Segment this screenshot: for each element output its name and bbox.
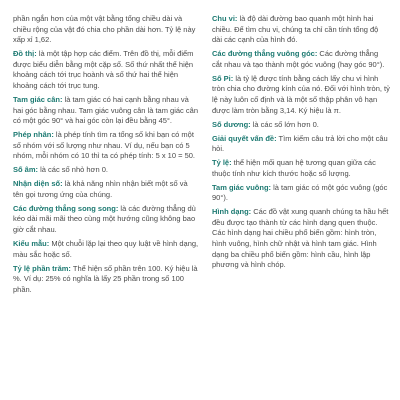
glossary-definition: là tỷ lệ được tính bằng cách lấy chu vi hình tròn chia cho đường kính của nó. Đối với hình tròn, tỷ lệ này luôn cố định và là một số thập phân vô hạn được làm tròn bằng 3,14. Ký hiệu là π. xyxy=(212,73,390,115)
glossary-entry xyxy=(212,14,390,46)
glossary-term: Chu vi: xyxy=(212,14,238,23)
glossary-entry xyxy=(13,130,199,162)
glossary-entry xyxy=(212,158,390,179)
glossary-definition: là độ dài đường bao quanh một hình hai chiều. Để tìm chu vi, chúng ta chỉ cần tính tổng độ dài các cạnh của hình đó. xyxy=(212,14,379,45)
glossary-definition: là các đường thẳng dù kéo dài mãi mãi theo cùng một hướng cũng không bao giờ cắt nhau. xyxy=(13,203,196,235)
glossary-definition: là phép tính tìm ra tổng số khi bạn có một số nhóm với số lượng như nhau. Ví dụ, nếu bạn có 5 nhóm, mỗi nhóm có 10 thì ta có phép tính: 5 x 10 = 50. xyxy=(13,130,195,161)
glossary-definition: Tìm kiếm câu trả lời cho một câu hỏi. xyxy=(212,133,388,154)
glossary-term: Số âm: xyxy=(13,165,39,175)
glossary-definition: Một chuỗi lặp lại theo quy luật về hình dạng, màu sắc hoặc số. xyxy=(13,239,199,259)
glossary-definition: thể hiện mối quan hệ tương quan giữa các thuộc tính như kích thước hoặc số lượng. xyxy=(212,158,376,178)
glossary-left-column xyxy=(13,14,199,299)
glossary-definition: là một tập hợp các điểm. Trên đồ thị, mỗi điểm được biểu diễn bằng một cặp số. Số thứ nhất thể hiện khoảng cách tới trục hoành và số thứ hai thể hiện khoảng cách tới trục tung. xyxy=(13,49,194,90)
glossary-entry xyxy=(13,49,199,91)
glossary-term: Số dương: xyxy=(212,119,251,129)
glossary-entry xyxy=(212,134,390,155)
glossary-definition: Các đồ vật xung quanh chúng ta hầu hết đều được tạo thành từ các hình dạng quen thuộc. Các hình dạng hai chiều phổ biến gồm: hình tròn, hình vuông, hình chữ nhật và hình tam giác. Hình dạng ba chiều phổ biến gồm: hình cầu, hình lập phương và hình chóp. xyxy=(212,207,389,270)
glossary-entry xyxy=(13,165,199,176)
glossary-definition: Thể hiện số phần trên 100. Ký hiệu là %. Ví dụ: 25% có nghĩa là lấy 25 phần trong số 100 phần. xyxy=(13,263,198,294)
glossary-term: Tỷ lệ phần trăm: xyxy=(13,263,71,273)
glossary-term: Hình dạng: xyxy=(212,207,252,217)
glossary-entry xyxy=(13,204,199,236)
glossary-entry xyxy=(13,179,199,200)
glossary-term: Số Pi: xyxy=(212,73,234,83)
glossary-entry xyxy=(212,207,390,271)
glossary-definition: là tam giác có một góc vuông (góc 90°). xyxy=(212,182,388,203)
glossary-term: Các đường thẳng song song: xyxy=(13,203,119,213)
glossary-term: Nhận diện số: xyxy=(13,179,63,189)
glossary-entry xyxy=(13,95,199,127)
glossary-term: Tam giác vuông: xyxy=(212,182,272,192)
glossary-entry xyxy=(212,74,390,116)
glossary-term: Các đường thẳng vuông góc: xyxy=(212,49,318,59)
glossary-entry xyxy=(13,264,199,296)
glossary-definition: là các số lớn hơn 0. xyxy=(250,119,319,129)
glossary-entry xyxy=(212,120,390,131)
glossary-definition: là các số nhỏ hơn 0. xyxy=(38,165,108,175)
glossary-right-column xyxy=(212,14,390,274)
glossary-entry xyxy=(212,49,390,70)
glossary-entry xyxy=(212,183,390,204)
glossary-term: Giải quyết vấn đề: xyxy=(212,133,277,143)
glossary-definition: là tam giác có hai cạnh bằng nhau và hai góc bằng nhau. Tam giác vuông cân là tam giác cân có một góc 90° và hai góc còn lại đều bằng 45°. xyxy=(13,94,198,126)
glossary-entry xyxy=(13,14,199,46)
glossary-definition: Các đường thẳng cắt nhau và tạo thành một góc vuông (hay góc 90°). xyxy=(212,49,385,69)
glossary-term: Tỷ lệ: xyxy=(212,158,232,168)
glossary-entry xyxy=(13,239,199,260)
glossary-term: Đồ thị: xyxy=(13,49,37,59)
glossary-term: Kiểu mẫu: xyxy=(13,239,50,249)
glossary-term: Phép nhân: xyxy=(13,130,54,140)
glossary-definition: là khả năng nhìn nhận biết một số và tên gọi tương ứng của chúng. xyxy=(13,179,188,199)
glossary-definition: phần ngắn hơn của một vật bằng tổng chiều dài và chiều rộng của vật đó chia cho phần dài hơn. Tỷ lệ này xấp xỉ 1,62. xyxy=(13,14,196,45)
glossary-term: Tam giác cân: xyxy=(13,94,63,104)
